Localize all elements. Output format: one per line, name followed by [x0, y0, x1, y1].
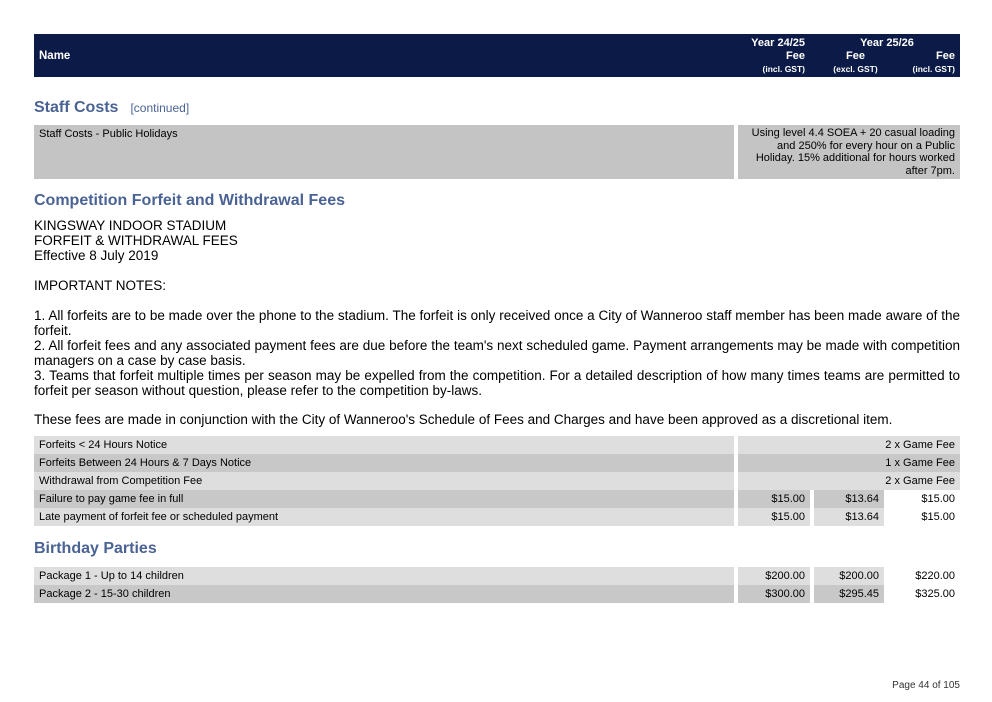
row-name: Failure to pay game fee in full: [34, 490, 734, 508]
staff-row-desc: Using level 4.4 SOEA + 20 casual loading and 250% for every hour on a Public Holiday. 15% additional for hours worked after 7pm.: [738, 125, 960, 179]
forfeit-line1: KINGSWAY INDOOR STADIUM: [34, 218, 227, 233]
forfeit-intro: [34, 218, 960, 427]
page: [34, 34, 960, 603]
row-y1: $15.00: [738, 508, 810, 526]
row-name: Package 1 - Up to 14 children: [34, 567, 734, 585]
continued-label: [continued]: [130, 101, 190, 115]
header-year2-fee-incl: Fee: [936, 50, 955, 62]
note-3: 3. Teams that forfeit multiple times per season may be expelled from the competition. For a detailed description of how many times teams are permitted to forfeit per season without question, please refer to the competition by-laws.: [34, 368, 960, 398]
page-number: Page 44 of 105: [892, 680, 960, 691]
table-row: [34, 567, 960, 585]
row-incl: $15.00: [921, 493, 955, 505]
row-name: Withdrawal from Competition Fee: [34, 472, 734, 490]
header-year2-gst-excl: (excl. GST): [833, 64, 878, 74]
row-name: Forfeits Between 24 Hours & 7 Days Notice: [34, 454, 734, 472]
table-header: [34, 34, 960, 77]
header-year1-fee: Fee: [786, 50, 805, 62]
note-1: 1. All forfeits are to be made over the phone to the stadium. The forfeit is only received once a City of Wanneroo staff member has been made aware of the forfeit.: [34, 308, 960, 338]
table-row: [34, 472, 960, 490]
row-fee: 2 x Game Fee: [738, 436, 960, 454]
row-fee: 1 x Game Fee: [738, 454, 960, 472]
forfeit-line3: Effective 8 July 2019: [34, 248, 159, 263]
row-y1: $300.00: [738, 585, 810, 603]
forfeit-table: [34, 436, 960, 526]
row-y1: $15.00: [738, 490, 810, 508]
table-row: [34, 508, 960, 526]
forfeit-title: Competition Forfeit and Withdrawal Fees: [34, 192, 345, 209]
row-y1: $200.00: [738, 567, 810, 585]
row-name: Forfeits < 24 Hours Notice: [34, 436, 734, 454]
header-year1-gst: (incl. GST): [762, 64, 805, 74]
staff-costs-title: Staff Costs: [34, 99, 119, 116]
row-excl: $295.45: [814, 585, 884, 603]
table-row: [34, 490, 960, 508]
row-incl: $325.00: [915, 588, 955, 600]
table-row: [34, 125, 960, 179]
row-excl: $13.64: [814, 508, 884, 526]
header-year1: [738, 34, 810, 77]
staff-costs-heading: [34, 99, 960, 117]
row-name: Late payment of forfeit fee or scheduled payment: [34, 508, 734, 526]
birthday-table: [34, 567, 960, 603]
header-year1-label: Year 24/25: [751, 37, 805, 49]
note-2: 2. All forfeit fees and any associated payment fees are due before the team's next scheduled game. Payment arrangements may be made with competition managers on a case by case basis.: [34, 338, 960, 368]
staff-row-name: Staff Costs - Public Holidays: [34, 125, 734, 179]
row-fee: 2 x Game Fee: [738, 472, 960, 490]
table-row: [34, 454, 960, 472]
header-year2-label: Year 25/26: [860, 37, 914, 49]
conjunction-note: These fees are made in conjunction with the City of Wanneroo's Schedule of Fees and Charges and have been approved as a discretional item.: [34, 412, 893, 427]
row-excl: $13.64: [814, 490, 884, 508]
row-incl: $220.00: [915, 570, 955, 582]
row-name: Package 2 - 15-30 children: [34, 585, 734, 603]
birthday-title: Birthday Parties: [34, 540, 157, 557]
row-incl: $15.00: [921, 511, 955, 523]
table-row: [34, 585, 960, 603]
header-year2: [814, 34, 960, 77]
row-excl: $200.00: [814, 567, 884, 585]
header-year2-fee-excl: Fee: [846, 50, 865, 62]
header-name: Name: [39, 49, 71, 62]
table-row: [34, 436, 960, 454]
header-year2-gst-incl: (incl. GST): [912, 64, 955, 74]
forfeit-line2: FORFEIT & WITHDRAWAL FEES: [34, 233, 238, 248]
notes-heading: IMPORTANT NOTES:: [34, 278, 167, 293]
